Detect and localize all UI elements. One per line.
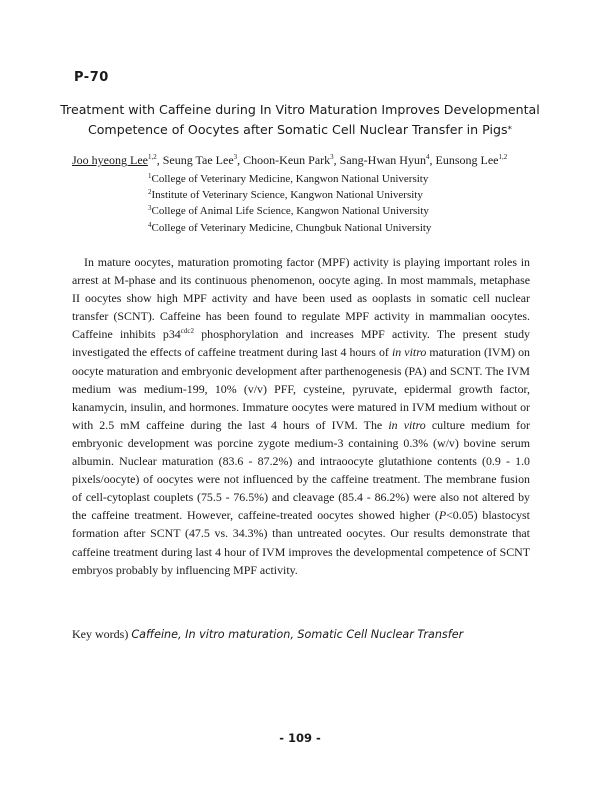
title-line-2 xyxy=(60,120,540,140)
affiliation-number: 4 xyxy=(148,220,152,229)
affiliation-list xyxy=(148,171,478,236)
abstract-italic: P xyxy=(438,508,447,523)
author-name: Sang-Hwan Hyun xyxy=(339,153,426,167)
title-line-1: Treatment with Caffeine during In Vitro Maturation Improves Developmental xyxy=(60,102,540,117)
keywords-line xyxy=(72,626,542,643)
affiliation-number: 3 xyxy=(148,204,152,213)
abstract-text: phosphorylation and increases MPF activity. The present study investigated the effects of caffeine treatment during last 4 hours of xyxy=(72,327,530,360)
title-line-2-text: Competence of Oocytes after Somatic Cell Nuclear Transfer in Pigs xyxy=(87,122,508,137)
affiliation-number: 1 xyxy=(148,172,152,180)
author-name: Choon-Keun Park xyxy=(243,153,331,167)
author-name: Eunsong Lee xyxy=(435,153,499,167)
affiliation-text: College of Veterinary Medicine, Chungbuk National University xyxy=(151,221,432,234)
author-affiliation-mark: 4 xyxy=(425,153,430,161)
author-name: Seung Tae Lee xyxy=(162,153,234,167)
affiliation-line xyxy=(148,187,478,203)
keywords-label: Key words) xyxy=(72,627,132,641)
author-name: Joo hyeong Lee xyxy=(72,153,148,167)
author-affiliation-mark: 3 xyxy=(233,153,238,161)
title-mark: * xyxy=(507,125,513,135)
paper-title xyxy=(60,100,540,140)
author-affiliation-mark: 1,2 xyxy=(147,153,157,161)
affiliation-text: College of Animal Life Science, Kangwon National University xyxy=(151,205,429,218)
abstract-body xyxy=(72,253,530,579)
affiliation-line xyxy=(148,203,478,219)
page-number: - 109 - xyxy=(279,731,321,745)
abstract-text: culture medium for embryonic development was porcine zygote medium-3 containing 0.3% (w/v) bovine serum albumin. Nuclear maturation (83.6 - 87.2%) and intraoocyte glutathione contents (0.9 - 1.0 pixels/oocyte) of oocytes were not influenced by the caffeine treatment. The membrane fusion of cell-cytoplast couplets (75.5 - 76.5%) and cleavage (85.4 - 86.2%) were also not altered by the caffeine treatment. However, caffeine-treated oocytes showed higher ( xyxy=(72,417,531,523)
abstract-italic: in vitro xyxy=(391,345,427,360)
affiliation-line xyxy=(148,171,478,187)
author-list: Joo hyeong Lee$^{1,2}$, Seung Tae Lee$^3$, Choon-Keun Park$^3$, Sang-Hwan Hyun$^4$, Eunsong Lee$^{1,2}$ xyxy=(72,153,508,167)
keywords-terms: Caffeine, In vitro maturation, Somatic Cell Nuclear Transfer xyxy=(131,628,464,641)
abstract-text: <0.05) blastocyst formation after SCNT (47.5 vs. 34.3%) than untreated oocytes. Our results demonstrate that caffeine treatment during last 4 hour of IVM improves the developmental competence of SCNT embryos probably by influencing MPF activity. xyxy=(72,508,530,577)
abstract-text: In mature oocytes, maturation promoting factor (MPF) activity is playing important roles in arrest at M-phase and its continuous phenomenon, oocyte aging. In most mammals, metaphase II oocytes show high MPF activity and have been used as ooplasts in somatic cell nuclear transfer (SCNT). Caffeine has been found to regulate MPF activity in mammalian oocytes. Caffeine inhibits p34 xyxy=(72,255,530,342)
affiliation-text: College of Veterinary Medicine, Kangwon National University xyxy=(151,173,429,185)
abstract-italic: in vitro xyxy=(388,417,426,432)
author-affiliation-mark: 3 xyxy=(330,153,334,161)
poster-id: P-70 xyxy=(74,70,109,85)
affiliation-text: Institute of Veterinary Science, Kangwon National University xyxy=(151,189,423,202)
author-affiliation-mark: 1,2 xyxy=(498,153,508,161)
affiliation-number: 2 xyxy=(148,188,152,197)
abstract-text: maturation (IVM) on oocyte maturation and embryonic development after parthenogenesis (PA) and SCNT. The IVM medium was medium-199, 10% (v/v) PFF, cysteine, pyruvate, epidermal growth factor, kanamycin, insulin, and hormones. Immature oocytes were matured in IVM medium without or with 2.5 mM caffeine during the last 4 hours of IVM. The xyxy=(72,345,530,432)
affiliation-line xyxy=(148,220,478,236)
abstract-superscript: cdc2 xyxy=(180,327,194,336)
